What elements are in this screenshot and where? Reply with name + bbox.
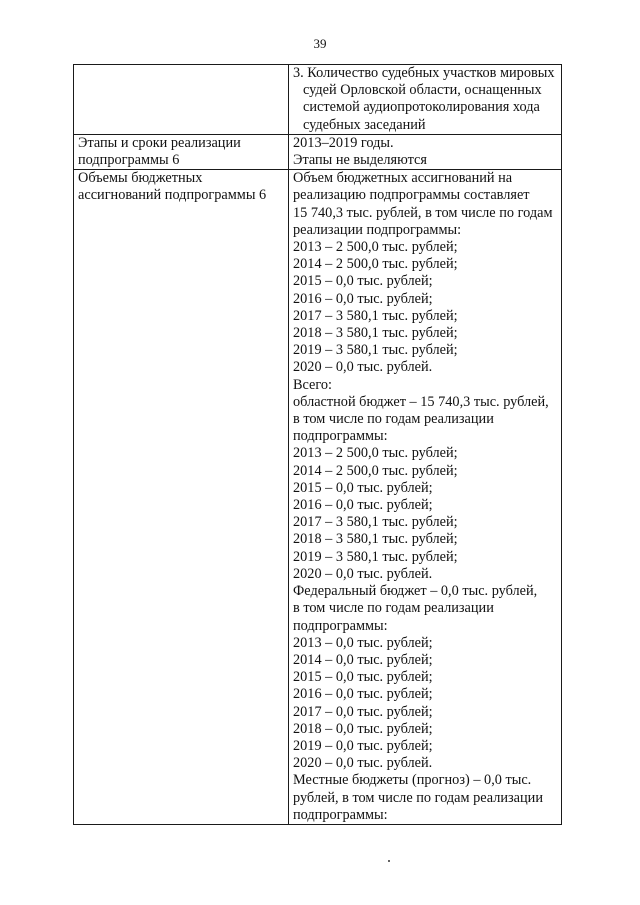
cell-text-line: 2013 – 2 500,0 тыс. рублей; — [293, 239, 458, 256]
scan-dot — [388, 860, 390, 862]
table-cell-right — [289, 65, 562, 135]
cell-text-line: 3. Количество судебных участков мировых — [293, 65, 555, 81]
cell-text-line: системой аудиопротоколирования хода — [303, 99, 540, 116]
cell-text-line: 2014 – 2 500,0 тыс. рублей; — [293, 462, 458, 479]
cell-text-line: 2015 – 0,0 тыс. рублей; — [293, 669, 433, 686]
table-cell-left — [74, 65, 289, 135]
cell-text-line: в том числе по годам реализации — [293, 411, 494, 428]
cell-text-line: подпрограммы: — [293, 428, 388, 445]
cell-text-line: 2018 – 0,0 тыс. рублей; — [293, 720, 433, 737]
cell-text-line: подпрограммы: — [293, 806, 388, 823]
cell-text-line: 2014 – 0,0 тыс. рублей; — [293, 651, 433, 668]
table-row — [74, 170, 562, 825]
page-number: 39 — [313, 36, 327, 51]
cell-text-line: судей Орловской области, оснащенных — [303, 82, 542, 99]
cell-text-line: подпрограммы: — [293, 617, 388, 634]
table-cell-left — [74, 134, 289, 169]
cell-text-line: Федеральный бюджет – 0,0 тыс. рублей, — [293, 583, 538, 600]
cell-text-line: Объем бюджетных ассигнований на — [293, 170, 513, 187]
cell-text-line: Всего: — [293, 376, 333, 393]
cell-text-line: 2020 – 0,0 тыс. рублей. — [293, 565, 433, 582]
cell-text-line: 2019 – 0,0 тыс. рублей; — [293, 737, 433, 754]
cell-text-line: Объемы бюджетных — [78, 170, 203, 187]
table-cell-right — [289, 134, 562, 169]
cell-text-line: 2019 – 3 580,1 тыс. рублей; — [293, 342, 458, 359]
cell-text-line: 2015 – 0,0 тыс. рублей; — [293, 479, 433, 496]
cell-text-line: Местные бюджеты (прогноз) – 0,0 тыс. — [293, 772, 532, 789]
cell-text-line: 2017 – 3 580,1 тыс. рублей; — [293, 307, 458, 324]
cell-text-line: ассигнований подпрограммы 6 — [78, 187, 267, 204]
cell-text-line: 2016 – 0,0 тыс. рублей; — [293, 290, 433, 307]
cell-text-line: 2018 – 3 580,1 тыс. рублей; — [293, 325, 458, 342]
table-cell-right — [289, 170, 562, 825]
cell-text-line: 15 740,3 тыс. рублей, в том числе по годам — [293, 204, 553, 221]
cell-text-line: 2020 – 0,0 тыс. рублей. — [293, 755, 433, 772]
cell-text-line: судебных заседаний — [303, 116, 426, 133]
cell-text-line: Этапы не выделяются — [293, 152, 427, 169]
cell-text-line: подпрограммы 6 — [78, 152, 180, 169]
cell-text-line: 2016 – 0,0 тыс. рублей; — [293, 497, 433, 514]
cell-text-line: областной бюджет – 15 740,3 тыс. рублей, — [293, 393, 549, 410]
cell-text-line: реализации подпрограммы: — [293, 221, 462, 238]
cell-text-line: 2018 – 3 580,1 тыс. рублей; — [293, 531, 458, 548]
cell-text-line: 2019 – 3 580,1 тыс. рублей; — [293, 548, 458, 565]
cell-text-line: реализацию подпрограммы составляет — [293, 187, 530, 204]
cell-text-line: 2013–2019 годы. — [293, 134, 394, 151]
passport-table — [73, 64, 562, 825]
cell-text-line: 2013 – 2 500,0 тыс. рублей; — [293, 445, 458, 462]
cell-text-line: 2014 – 2 500,0 тыс. рублей; — [293, 256, 458, 273]
cell-text-line: 2013 – 0,0 тыс. рублей; — [293, 634, 433, 651]
cell-text-line: рублей, в том числе по годам реализации — [293, 789, 543, 806]
cell-text-line: в том числе по годам реализации — [293, 600, 494, 617]
cell-text-line: 2017 – 0,0 тыс. рублей; — [293, 703, 433, 720]
table-row — [74, 134, 562, 169]
cell-text-line: 2016 – 0,0 тыс. рублей; — [293, 686, 433, 703]
table-row — [74, 65, 562, 135]
cell-text-line: Этапы и сроки реализации — [78, 134, 241, 151]
table-cell-left — [74, 170, 289, 825]
cell-text-line: 2020 – 0,0 тыс. рублей. — [293, 359, 433, 376]
cell-text-line: 2017 – 3 580,1 тыс. рублей; — [293, 514, 458, 531]
cell-text-line: 2015 – 0,0 тыс. рублей; — [293, 273, 433, 290]
